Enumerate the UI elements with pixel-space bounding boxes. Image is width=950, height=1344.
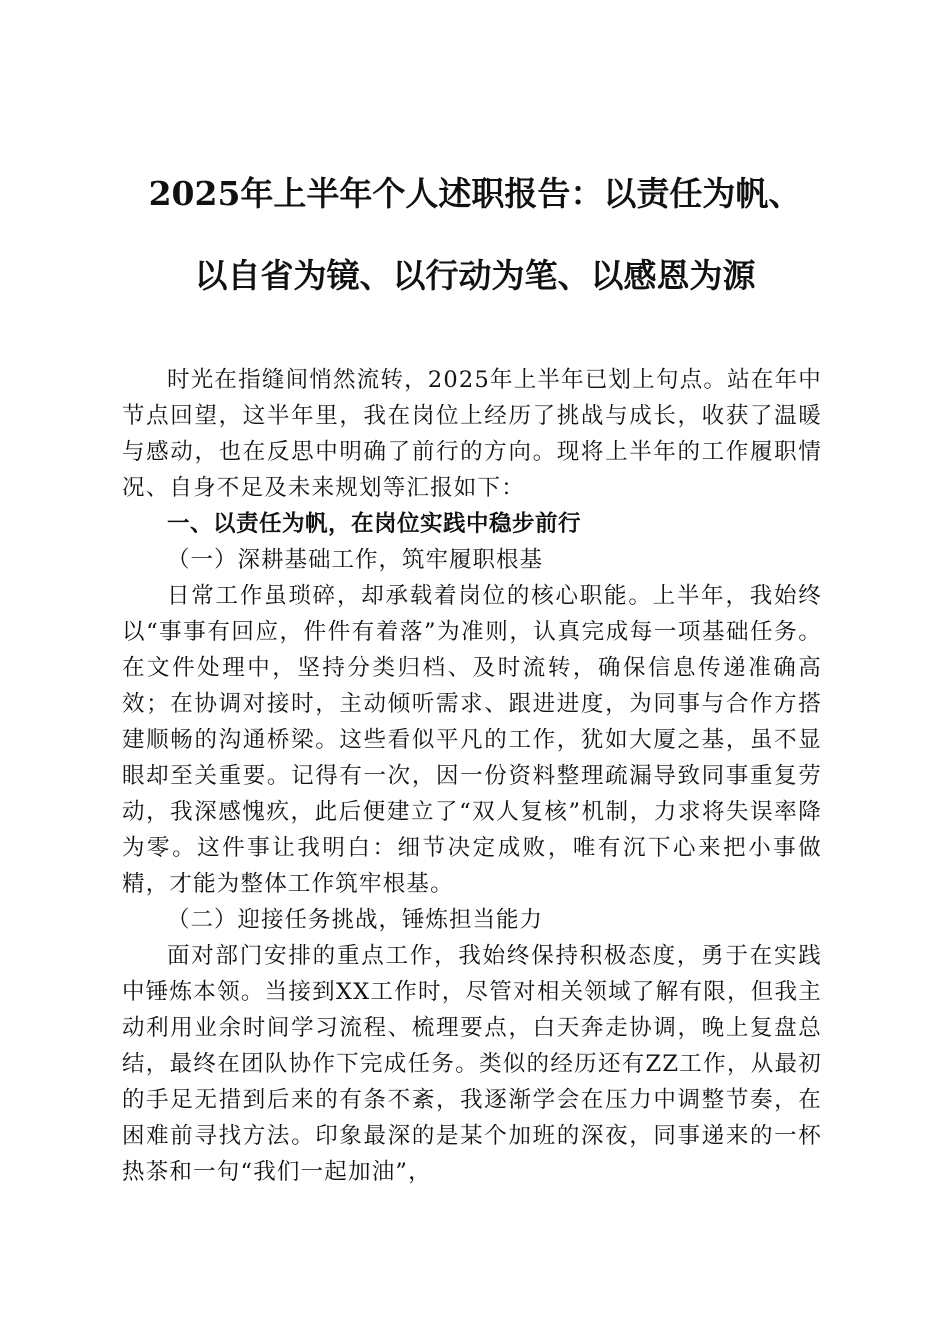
subsection-2-heading: （二）迎接任务挑战，锤炼担当能力 xyxy=(167,907,544,933)
title-line-2: 以自省为镜、以行动为笔、以感恩为源 xyxy=(194,256,756,295)
intro-paragraph: 时光在指缝间悄然流转，2025年上半年已划上句点。站在年中节点回望，这半年里，我在岗位上经历了挑战与成长，收获了温暖与感动，也在反思中明确了前行的方向。现将上半年的工作履职情况、自身不足及未来规划等汇报如下： xyxy=(122,367,822,501)
section-1-heading: 一、以责任为帆，在岗位实践中稳步前行 xyxy=(167,511,582,537)
subsection-1-paragraph: 日常工作虽琐碎，却承载着岗位的核心职能。上半年，我始终以“事事有回应，件件有着落”为准则，认真完成每一项基础任务。在文件处理中，坚持分类归档、及时流转，确保信息传递准确高效；在协调对接时，主动倾听需求、跟进进度，为同事与合作方搭建顺畅的沟通桥梁。这些看似平凡的工作，犹如大厦之基，虽不显眼却至关重要。记得有一次，因一份资料整理疏漏导致同事重复劳动，我深感愧疚，此后便建立了“双人复核”机制，力求将失误率降为零。这件事让我明白：细节决定成败，唯有沉下心来把小事做精，才能为整体工作筑牢根基。 xyxy=(122,583,822,897)
document-title xyxy=(110,172,840,298)
subsection-1-heading: （一）深耕基础工作，筑牢履职根基 xyxy=(167,547,544,573)
document-body xyxy=(122,362,822,1190)
subsection-2-paragraph: 面对部门安排的重点工作，我始终保持积极态度，勇于在实践中锤炼本领。当接到XX工作时，尽管对相关领域了解有限，但我主动利用业余时间学习流程、梳理要点，白天奔走协调，晚上复盘总结，最终在团队协作下完成任务。类似的经历还有ZZ工作，从最初的手足无措到后来的有条不紊，我逐渐学会在压力中调整节奏，在困难前寻找方法。印象最深的是某个加班的深夜，同事递来的一杯热茶和一句“我们一起加油”， xyxy=(122,943,822,1185)
title-line-1: 2025年上半年个人述职报告：以责任为帆、 xyxy=(148,174,802,213)
